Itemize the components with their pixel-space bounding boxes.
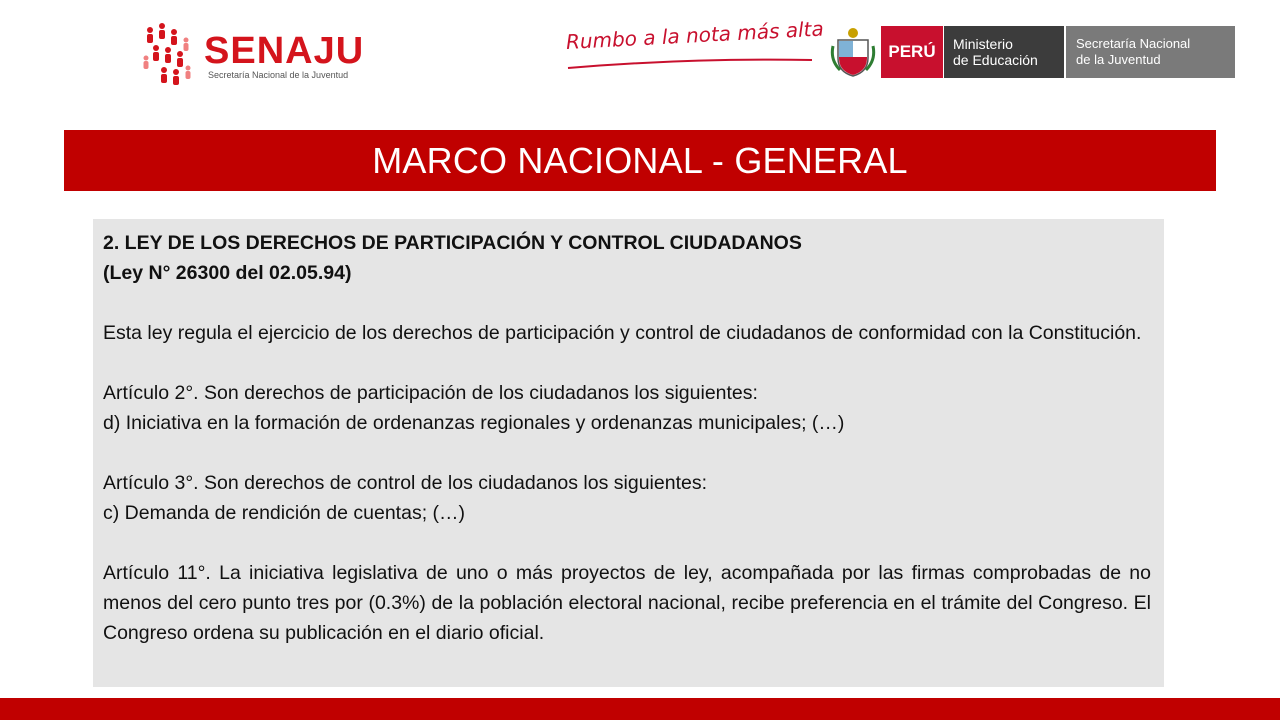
intro-paragraph: Esta ley regula el ejercicio de los derechos de participación y control de ciudadanos de conformidad con la Constitución. [103,322,1142,344]
senaju-subtitle: Secretaría Nacional de la Juventud [208,70,349,80]
secretaria-label-line1: Secretaría Nacional [1076,36,1191,51]
article-3-item: c) Demanda de rendición de cuentas; (…) [103,502,466,524]
footer-bar [0,698,1280,720]
article-2-title: Artículo 2°. Son derechos de participación de los ciudadanos los siguientes: [103,382,758,404]
secretaria-label-block [1066,26,1235,78]
people-figures-icon [140,18,206,88]
title-bar [64,130,1216,191]
law-reference: (Ley N° 26300 del 02.05.94) [103,262,352,284]
article-2-item: d) Iniciativa en la formación de ordenanzas regionales y ordenanzas municipales; (…) [103,412,845,434]
page-title: MARCO NACIONAL - GENERAL [372,139,908,181]
article-3-title: Artículo 3°. Son derechos de control de los ciudadanos los siguientes: [103,472,707,494]
peru-label-block [881,26,943,78]
senaju-logo [140,18,380,88]
secretaria-label-line2: de la Juventud [1076,52,1161,67]
slogan-underline [566,56,816,70]
slogan-text: Rumbo a la nota más alta [565,16,825,54]
ministry-label-block [944,26,1064,78]
article-11-paragraph: Artículo 11°. La iniciativa legislativa de uno o más proyectos de ley, acompañada por las firmas comprobadas de no menos del cero punto tres por (0.3%) de la población electoral nacional, recibe preferencia en el trámite del Congreso. El Congreso ordena su publicación en el diario oficial. [103,562,1151,644]
ministry-label-line1: Ministerio [953,36,1013,52]
content-panel [93,219,1164,687]
senaju-wordmark: SENAJU [204,30,365,72]
law-heading: 2. LEY DE LOS DERECHOS DE PARTICIPACIÓN Y CONTROL CIUDADANOS [103,232,802,254]
peru-label: PERÚ [888,42,936,61]
ministry-label-line2: de Educación [953,52,1038,68]
coat-of-arms-icon [830,26,876,78]
